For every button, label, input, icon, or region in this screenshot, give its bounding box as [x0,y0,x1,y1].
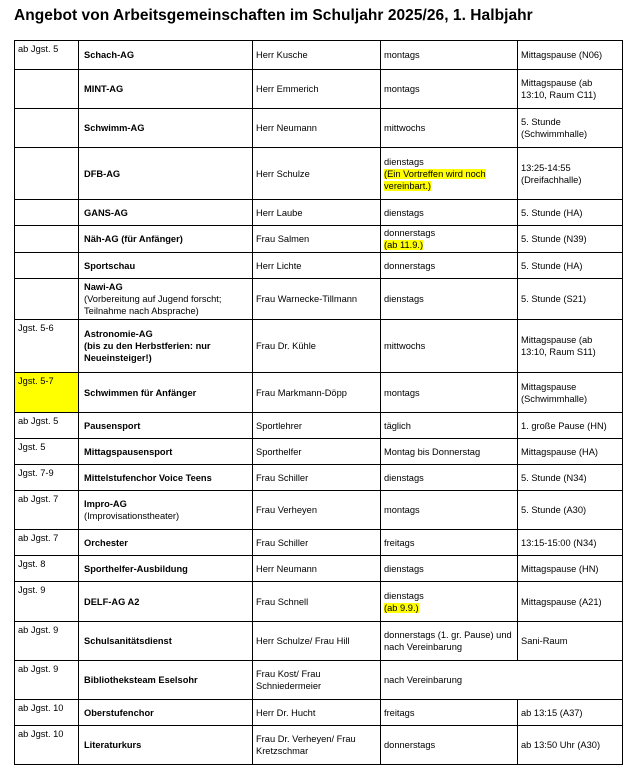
teacher-name: Herr Lichte [256,260,302,271]
time-room-label: Mittagspause (Schwimmhalle) [521,381,588,404]
table-row [15,726,623,765]
grade-cell [15,320,79,373]
ag-name-cell [79,465,253,491]
time-room-label: 5. Stunde (S21) [521,294,587,304]
table-row [15,226,623,253]
teacher-cell [253,148,381,200]
teacher-name: Herr Laube [256,207,303,218]
day-cell [381,200,518,226]
ag-name: GANS-AG [84,207,128,218]
day-label: Montag bis Donnerstag [384,446,481,457]
table-row [15,556,623,582]
grade-label: ab Jgst. 9 [18,664,59,674]
ag-name-cell [79,622,253,661]
ag-name: DFB-AG [84,168,121,179]
ag-name: Mittelstufenchor Voice Teens [84,472,212,483]
ag-table [14,40,623,765]
table-row [15,439,623,465]
ag-name: Schwimmen für Anfänger [84,387,197,398]
teacher-cell [253,556,381,582]
grade-cell [15,70,79,109]
grade-cell [15,200,79,226]
day-label: dienstags [384,207,424,218]
ag-name-cell [79,530,253,556]
teacher-name: Herr Emmerich [256,84,319,94]
teacher-name: Frau Dr. Verheyen/ Frau Kretzschmar [256,734,356,756]
teacher-name: Herr Dr. Hucht [256,707,316,718]
day-cell [381,279,518,320]
teacher-name: Frau Kost/ Frau Schniedermeier [256,669,322,691]
teacher-cell [253,41,381,70]
time-room-cell [518,439,623,465]
day-cell [381,556,518,582]
day-cell [381,465,518,491]
teacher-name: Frau Schiller [256,537,309,548]
ag-name: Schwimm-AG [84,123,145,133]
ag-name: Bibliotheksteam Eselsohr [84,675,198,685]
ag-name: Literaturkurs [84,740,142,750]
grade-cell [15,279,79,320]
teacher-cell [253,726,381,765]
ag-name-note: (Improvisationstheater) [84,511,180,521]
teacher-name: Herr Schulze/ Frau Hill [256,636,350,646]
ag-name: Mittagspausensport [84,446,173,457]
ag-name-cell [79,413,253,439]
grade-cell [15,700,79,726]
day-note: (ab 11.9.) [384,240,424,250]
day-cell [381,622,518,661]
teacher-cell [253,465,381,491]
time-room-label: ab 13:15 (A37) [521,707,583,718]
teacher-name: Frau Schnell [256,596,309,607]
day-cell [381,582,518,622]
teacher-cell [253,622,381,661]
time-room-label: 5. Stunde (HA) [521,260,583,271]
day-label: donnerstags [384,260,436,271]
grade-label: ab Jgst. 10 [18,729,64,739]
time-room-cell [518,582,623,622]
teacher-name: Frau Schiller [256,472,309,483]
grade-cell [15,373,79,413]
grade-label: ab Jgst. 9 [18,625,59,635]
day-cell [381,491,518,530]
grade-label: ab Jgst. 5 [18,416,59,426]
time-room-cell [518,109,623,148]
time-room-label: Sani-Raum [521,636,568,646]
teacher-name: Herr Schulze [256,168,310,179]
grade-label: Jgst. 8 [18,559,46,569]
time-room-label: 5. Stunde (Schwimmhalle) [521,117,588,139]
day-label: montags [384,505,420,515]
ag-name-cell [79,109,253,148]
table-row [15,200,623,226]
grade-cell [15,622,79,661]
teacher-cell [253,530,381,556]
day-label: dienstags [384,590,424,601]
day-label: donnerstags (1. gr. Pause) und nach Vereinbarung [384,630,512,652]
day-label: donnerstags [384,740,436,750]
ag-name-cell [79,373,253,413]
day-label: freitags [384,537,415,548]
time-room-cell [518,253,623,279]
ag-name: Sporthelfer-Ausbildung [84,563,188,574]
teacher-cell [253,226,381,253]
ag-name: Schulsanitätsdienst [84,636,172,646]
grade-label: Jgst. 9 [18,585,46,595]
time-room-label: Mittagspause (ab 13:10, Raum S11) [521,335,596,357]
time-room-cell [518,279,623,320]
table-row [15,465,623,491]
grade-cell [15,41,79,70]
teacher-name: Frau Salmen [256,234,310,244]
table-row [15,373,623,413]
grade-cell [15,439,79,465]
ag-name: Orchester [84,537,128,548]
ag-name-cell [79,439,253,465]
ag-name-cell [79,226,253,253]
time-room-cell [518,700,623,726]
teacher-name: Sportlehrer [256,420,302,431]
teacher-cell [253,373,381,413]
day-cell [381,413,518,439]
time-room-label: Mittagspause (N06) [521,50,603,60]
day-label: mittwochs [384,341,426,351]
table-row [15,413,623,439]
ag-name: Oberstufenchor [84,707,154,718]
page-title: Angebot von Arbeitsgemeinschaften im Schuljahr 2025/26, 1. Halbjahr [14,7,533,24]
table-row [15,491,623,530]
ag-name-cell [79,491,253,530]
day-cell [381,226,518,253]
ag-name: Sportschau [84,260,136,271]
grade-cell [15,253,79,279]
day-cell [381,700,518,726]
teacher-name: Herr Kusche [256,50,308,60]
ag-name-cell [79,148,253,200]
ag-name: Nawi-AG [84,282,123,292]
day-label: mittwochs [384,123,426,133]
ag-name-cell [79,700,253,726]
time-room-cell [518,413,623,439]
time-room-cell [518,373,623,413]
ag-name: MINT-AG [84,84,124,94]
ag-name-cell [79,582,253,622]
grade-label: Jgst. 7-9 [18,468,54,478]
teacher-cell [253,320,381,373]
time-room-cell [518,530,623,556]
grade-cell [15,491,79,530]
ag-name: Näh-AG (für Anfänger) [84,234,183,244]
time-room-cell [518,148,623,200]
table-row [15,253,623,279]
grade-label: Jgst. 5-6 [18,323,54,333]
ag-name-subtitle: (bis zu den Herbstferien: nur Neueinsteiger!) [84,341,211,363]
time-room-label: 5. Stunde (HA) [521,207,583,218]
teacher-cell [253,70,381,109]
table-row [15,279,623,320]
grade-cell [15,465,79,491]
ag-name: Schach-AG [84,50,135,60]
day-label: dienstags [384,472,424,483]
table-row [15,661,623,700]
teacher-cell [253,200,381,226]
day-label: montags [384,50,420,60]
day-label: dienstags [384,156,424,167]
time-room-cell [518,622,623,661]
teacher-cell [253,253,381,279]
teacher-name: Frau Markmann-Döpp [256,387,347,398]
time-room-cell [518,465,623,491]
time-room-label: 5. Stunde (A30) [521,505,587,515]
grade-label: Jgst. 5-7 [18,376,54,386]
day-cell [381,148,518,200]
day-note: (ab 9.9.) [384,602,419,613]
grade-cell [15,109,79,148]
ag-name-cell [79,556,253,582]
table-row [15,70,623,109]
grade-cell [15,226,79,253]
table-row [15,41,623,70]
grade-cell [15,530,79,556]
day-cell [381,109,518,148]
day-cell [381,726,518,765]
time-room-label: Mittagspause (A21) [521,596,602,607]
teacher-cell [253,661,381,700]
time-room-label: Mittagspause (HN) [521,563,599,574]
teacher-cell [253,413,381,439]
ag-name-cell [79,70,253,109]
ag-name: Astronomie-AG [84,329,153,339]
day-label: nach Vereinbarung [384,675,463,685]
time-room-cell [518,491,623,530]
day-cell [381,320,518,373]
grade-cell [15,726,79,765]
ag-name-cell [79,726,253,765]
grade-cell [15,582,79,622]
time-room-label: Mittagspause (HA) [521,446,598,457]
ag-name: Impro-AG [84,499,127,509]
grade-cell [15,556,79,582]
ag-name-note: (Vorbereitung auf Jugend forscht; Teilnahme nach Absprache) [84,294,222,316]
time-room-cell [518,70,623,109]
time-room-cell [518,556,623,582]
grade-label: ab Jgst. 10 [18,703,64,713]
ag-name-cell [79,279,253,320]
time-room-cell [518,726,623,765]
teacher-name: Herr Neumann [256,563,317,574]
teacher-name: Frau Verheyen [256,505,317,515]
time-room-label: 5. Stunde (N39) [521,234,587,244]
time-room-label: 13:15-15:00 (N34) [521,537,597,548]
time-room-label: 1. große Pause (HN) [521,420,607,431]
grade-label: Jgst. 5 [18,442,46,452]
teacher-cell [253,582,381,622]
day-note: (Ein Vortreffen wird noch vereinbart.) [384,168,486,191]
ag-name-cell [79,41,253,70]
grade-label: ab Jgst. 7 [18,494,59,504]
grade-cell [15,148,79,200]
time-room-label: 5. Stunde (N34) [521,472,587,483]
ag-table-body [15,41,623,765]
day-label: dienstags [384,563,424,574]
table-row [15,582,623,622]
teacher-cell [253,491,381,530]
teacher-name: Sporthelfer [256,446,302,457]
day-label: montags [384,387,420,398]
time-room-label: 13:25-14:55 (Dreifachhalle) [521,162,582,185]
ag-name-cell [79,200,253,226]
day-cell [381,373,518,413]
day-label: donnerstags [384,228,436,238]
ag-name: DELF-AG A2 [84,596,140,607]
day-label: täglich [384,420,411,431]
grade-cell [15,661,79,700]
table-row [15,109,623,148]
ag-name-cell [79,661,253,700]
ag-name-cell [79,253,253,279]
teacher-name: Frau Dr. Kühle [256,341,316,351]
day-cell [381,439,518,465]
day-cell [381,530,518,556]
day-label: freitags [384,707,415,718]
table-row [15,700,623,726]
ag-name: Pausensport [84,420,141,431]
teacher-cell [253,700,381,726]
grade-cell [15,413,79,439]
teacher-cell [253,109,381,148]
teacher-name: Herr Neumann [256,123,317,133]
table-row [15,148,623,200]
day-label: dienstags [384,294,424,304]
table-row [15,530,623,556]
grade-label: ab Jgst. 5 [18,44,59,54]
time-room-label: Mittagspause (ab 13:10, Raum C11) [521,78,597,100]
time-room-cell [518,41,623,70]
teacher-name: Frau Warnecke-Tillmann [256,294,358,304]
time-room-cell [518,320,623,373]
time-room-cell [518,226,623,253]
teacher-cell [253,279,381,320]
day-cell [381,253,518,279]
table-row [15,320,623,373]
day-cell [381,70,518,109]
teacher-cell [253,439,381,465]
ag-name-cell [79,320,253,373]
day-label: montags [384,84,420,94]
time-room-cell [518,200,623,226]
table-row [15,622,623,661]
day-cell [381,41,518,70]
grade-label: ab Jgst. 7 [18,533,59,543]
day-cell [381,661,623,700]
time-room-label: ab 13:50 Uhr (A30) [521,740,601,750]
